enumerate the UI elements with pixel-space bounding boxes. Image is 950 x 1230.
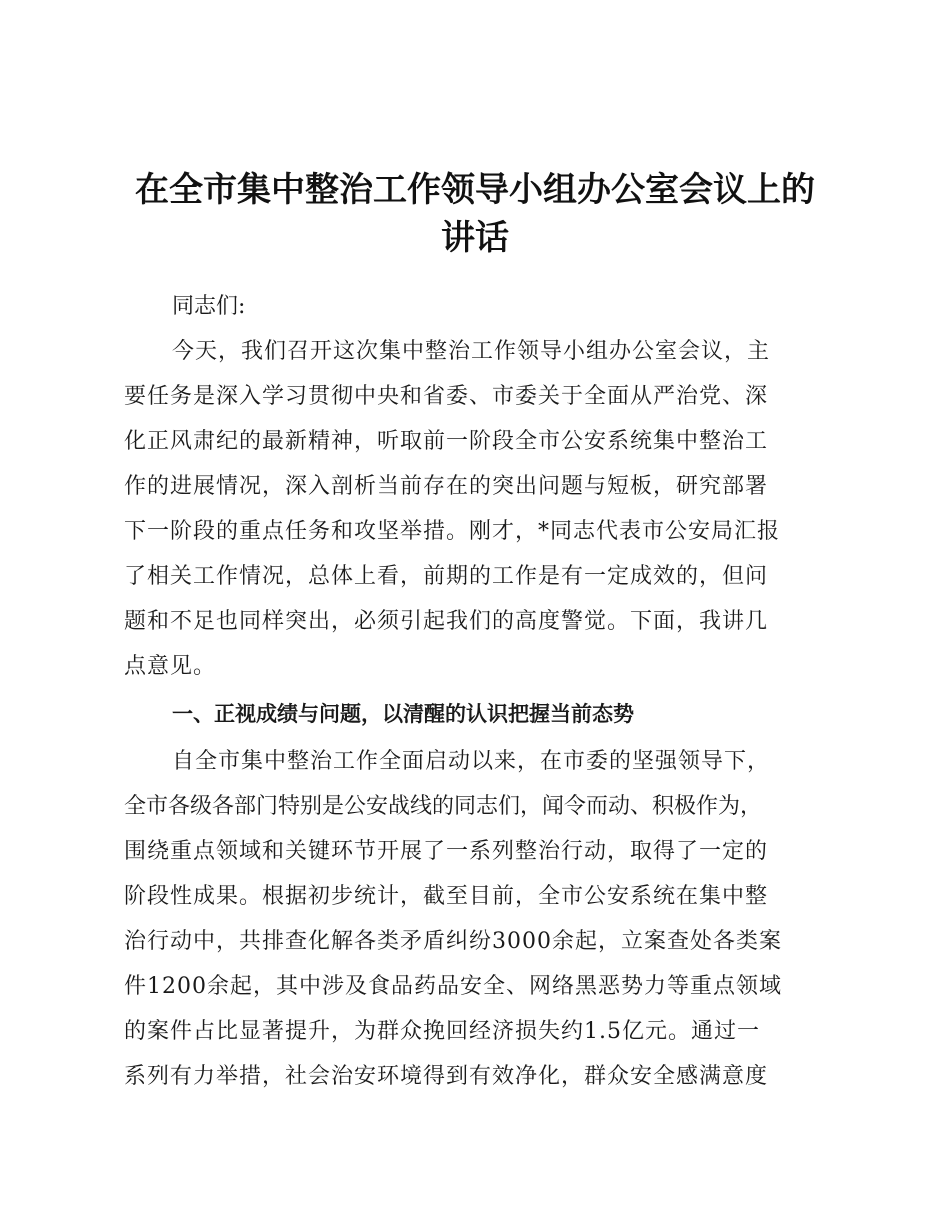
intro-line-1: 今天，我们召开这次集中整治工作领导小组办公室会议，主 xyxy=(172,339,771,364)
title-line-1: 在全市集中整治工作领导小组办公室会议上的 xyxy=(135,170,815,210)
salutation: 同志们: xyxy=(172,294,246,319)
intro-line-6: 了相关工作情况，总体上看，前期的工作是有一定成效的，但问 xyxy=(124,564,769,589)
section1-line-8: 系列有力举措，社会治安环境得到有效净化，群众安全感满意度 xyxy=(124,1064,769,1089)
intro-line-3: 化正风肃纪的最新精神，听取前一阶段全市公安系统集中整治工 xyxy=(124,429,769,454)
title-line-2: 讲话 xyxy=(441,218,509,258)
intro-line-2: 要任务是深入学习贯彻中央和省委、市委关于全面从严治党、深 xyxy=(124,384,769,409)
section1-line-1: 自全市集中整治工作全面启动以来，在市委的坚强领导下， xyxy=(172,749,771,774)
document-title xyxy=(120,166,830,262)
section-heading-1: 一、正视成绩与问题，以清醒的认识把握当前态势 xyxy=(172,702,634,726)
section1-line-6: 件1200余起，其中涉及食品药品安全、网络黑恶势力等重点领域 xyxy=(124,974,782,999)
section1-line-7: 的案件占比显著提升，为群众挽回经济损失约1.5亿元。通过一 xyxy=(124,1019,760,1044)
document-body xyxy=(124,284,830,1099)
intro-line-8: 点意见。 xyxy=(124,654,217,679)
intro-line-7: 题和不足也同样突出，必须引起我们的高度警觉。下面，我讲几 xyxy=(124,609,769,634)
intro-line-4: 作的进展情况，深入剖析当前存在的突出问题与短板，研究部署 xyxy=(124,474,769,499)
intro-line-5: 下一阶段的重点任务和攻坚举措。刚才，*同志代表市公安局汇报 xyxy=(124,519,781,544)
intro-paragraph xyxy=(124,329,830,689)
section1-line-5: 治行动中，共排查化解各类矛盾纠纷3000余起，立案查处各类案 xyxy=(124,929,782,954)
section1-line-4: 阶段性成果。根据初步统计，截至目前，全市公安系统在集中整 xyxy=(124,884,769,909)
section1-line-3: 围绕重点领域和关键环节开展了一系列整治行动，取得了一定的 xyxy=(124,839,769,864)
section1-line-2: 全市各级各部门特别是公安战线的同志们，闻令而动、积极作为， xyxy=(124,794,763,819)
section1-paragraph xyxy=(124,739,830,1099)
